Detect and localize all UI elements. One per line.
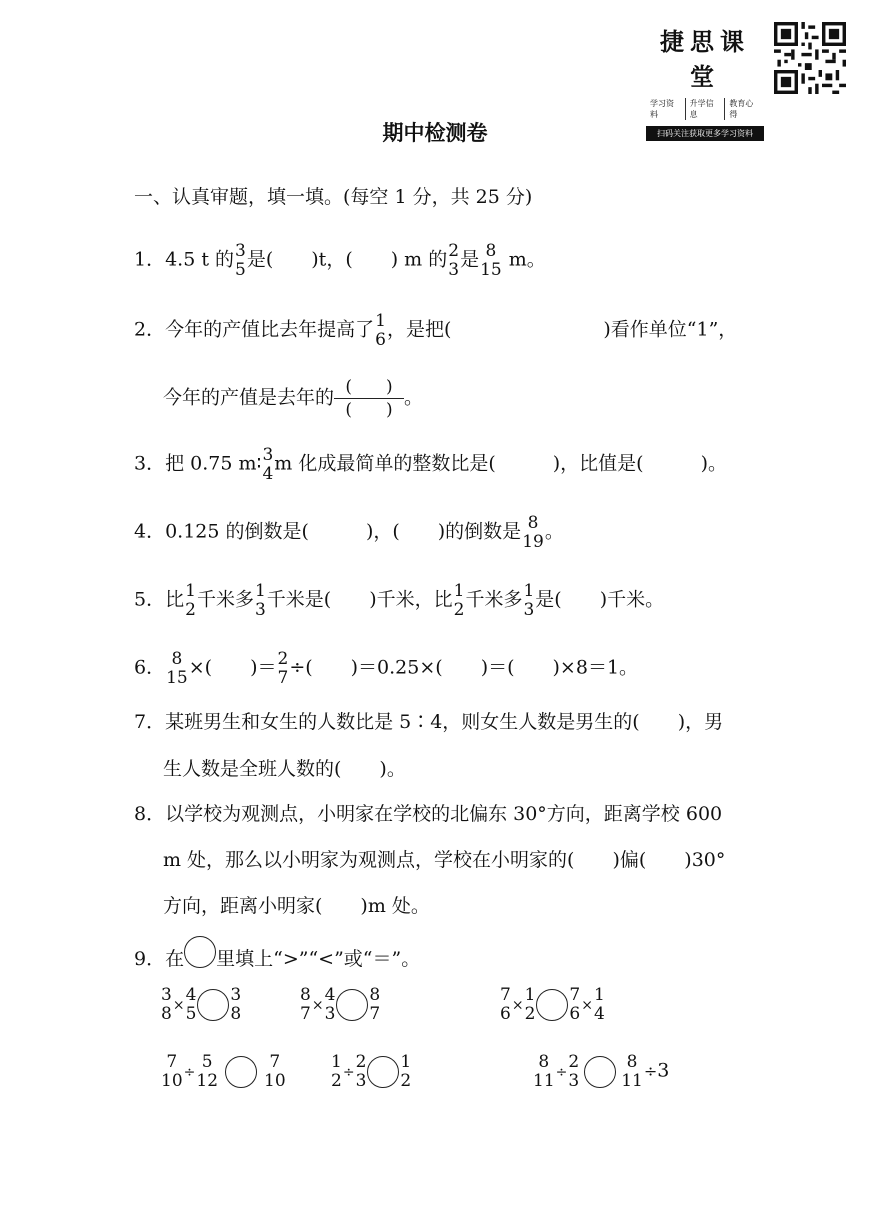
denominator: 10 [161,1071,183,1091]
compare-circle[interactable] [536,989,568,1021]
denominator: 3 [523,600,535,620]
compare-item [532,1053,669,1090]
denominator: 15 [166,668,188,688]
fraction [375,312,386,349]
q1-text-b: 是( )t，( ) m 的 [246,248,448,271]
denominator: 12 [196,1071,219,1091]
numerator: 8 [485,241,497,261]
numerator: 1 [331,1052,342,1072]
denominator: 2 [524,1004,536,1024]
numerator: 1 [375,311,386,331]
q4-text-a: 0.125 的倒数是( )，( )的倒数是 [165,520,522,543]
operator: ÷ [555,1064,568,1081]
numerator: 1 [453,581,465,601]
operator: ÷ [643,1061,658,1081]
fraction [533,1053,555,1090]
compare-circle[interactable] [367,1056,399,1088]
fraction [277,650,288,687]
numerator: 7 [500,985,511,1005]
question-number: 4． [134,520,166,543]
q8-text-a: 以学校为观测点，小明家在学校的北偏东 30°方向，距离学校 600 [165,803,723,825]
numerator: 8 [300,985,311,1005]
denominator: 3 [568,1071,580,1091]
brand-name: 捷思课堂 [660,27,750,91]
fraction [166,650,188,687]
numerator: 8 [171,649,183,669]
numerator: 5 [201,1052,213,1072]
question-8-line-2: m 处，那么以小明家为观测点，学校在小明家的( )偏( )30° [163,849,726,871]
q3-text-b: m 化成最简单的整数比是( )，比值是( )。 [274,452,727,475]
question-number: 9． [134,948,166,970]
numerator: 4 [324,985,336,1005]
fraction [369,986,380,1023]
fraction [300,986,311,1023]
numerator: 7 [166,1052,178,1072]
q3-text-a: 把 0.75 m∶ [165,452,262,475]
compare-item [160,1053,287,1090]
fraction [325,986,336,1023]
blank-numerator[interactable]: ( ) [345,377,393,397]
fraction [262,446,273,483]
numerator: 1 [254,581,266,601]
question-5 [134,582,664,619]
numerator: 8 [527,513,539,533]
q4-text-b: 。 [544,520,564,543]
question-number: 6． [134,656,166,679]
q1-text-a: 4.5 t 的 [165,248,235,271]
compare-circle[interactable] [225,1056,257,1088]
question-4 [134,514,564,551]
denominator: 15 [480,260,502,280]
fraction [331,1053,342,1090]
denominator: 19 [522,532,544,552]
numerator: 7 [269,1052,281,1072]
q2-text-a: 今年的产值比去年提高了 [165,318,375,341]
numerator: 1 [523,581,535,601]
numerator: 2 [568,1052,580,1072]
operator: × [172,997,185,1014]
integer-operand: 3 [657,1059,670,1082]
numerator: 1 [593,985,605,1005]
denominator: 7 [277,668,289,688]
operator: × [311,997,324,1014]
q1-text-d: m。 [502,248,546,271]
denominator: 3 [448,260,460,280]
numerator: 2 [355,1052,367,1072]
compare-item [299,986,381,1023]
numerator: 4 [185,985,197,1005]
compare-item [499,986,606,1023]
denominator: 7 [369,1004,381,1024]
fraction [161,986,172,1023]
numerator: 2 [448,241,460,261]
question-number: 2． [134,318,166,341]
fraction [621,1053,643,1090]
numerator: 8 [626,1052,638,1072]
numerator: 8 [369,985,381,1005]
numerator: 1 [185,581,196,601]
numerator: 7 [569,985,581,1005]
fraction [356,1053,367,1090]
brand-tag: 升学信息 [686,98,726,120]
fraction [522,514,544,551]
question-number: 8． [134,803,166,825]
question-number: 5． [134,588,166,611]
denominator: 5 [235,260,246,280]
question-number: 7． [134,711,166,733]
page-title: 期中检测卷 [382,121,488,145]
fraction [594,986,605,1023]
fraction [525,986,536,1023]
question-3 [134,446,727,483]
question-8 [134,802,722,826]
q7-text-a: 某班男生和女生的人数比是 5∶4，则女生人数是男生的( )，男 [165,711,724,733]
compare-circle[interactable] [336,989,368,1021]
numerator: 3 [235,241,246,261]
fraction [454,582,465,619]
fraction [500,986,511,1023]
fraction [186,986,197,1023]
denominator: 8 [230,1004,242,1024]
denominator: 6 [375,330,386,350]
numerator: 1 [400,1052,412,1072]
numerator: 2 [277,649,289,669]
denominator: 3 [324,1004,336,1024]
denominator: 11 [621,1071,643,1091]
numerator: 1 [524,985,536,1005]
operator: × [581,997,593,1014]
q2-text-c: 今年的产值是去年的 [163,386,335,409]
numerator: 3 [262,445,274,465]
denominator: 5 [185,1004,197,1024]
q5-text-c: 千米是( )千米，比 [266,588,453,611]
compare-item [160,986,242,1023]
numerator: 3 [161,985,172,1005]
fraction [230,986,241,1023]
denominator: 10 [264,1071,286,1091]
question-7 [134,710,723,734]
fraction [196,1053,218,1090]
denominator: 8 [161,1004,172,1024]
q1-text-c: 是 [460,248,480,271]
fraction [568,1053,579,1090]
denominator: 7 [300,1004,311,1024]
q5-text-a: 比 [165,588,185,611]
denominator: 2 [453,600,465,620]
brand-tag: 教育心得 [729,99,754,119]
numerator: 3 [230,985,242,1005]
q5-text-e: 是( )千米。 [535,588,665,611]
q2-text-d: 。 [404,386,424,409]
denominator: 3 [355,1071,367,1091]
fraction [523,582,534,619]
question-number: 1． [134,248,166,271]
denominator: 3 [254,600,266,620]
q2-text-b: ，是把( )看作单位“1”， [386,318,738,341]
fraction [400,1053,411,1090]
compare-circle[interactable] [197,989,229,1021]
qr-code-icon[interactable] [774,22,846,94]
compare-item [330,1053,412,1090]
question-7-line-2: 生人数是全班人数的( )。 [163,758,406,780]
section-heading: 一、认真审题，填一填。(每空 1 分，共 25 分) [134,186,533,208]
operator: ÷ [183,1064,196,1081]
denominator: 4 [593,1004,605,1024]
question-2 [134,312,737,349]
fraction [161,1053,183,1090]
answer-fraction-blank[interactable] [334,376,404,421]
q6-text-a: ×( )＝ [188,656,277,679]
denominator: 4 [262,464,274,484]
question-9 [134,944,420,976]
question-6 [134,650,638,687]
fraction [480,242,502,279]
fraction [255,582,266,619]
fraction [264,1053,286,1090]
question-2-line-2 [163,376,423,421]
compare-circle-sample [184,936,216,968]
numerator: 8 [538,1052,550,1072]
operator: × [511,997,524,1014]
q6-text-b: ÷( )＝0.25×( )＝( )×8＝1。 [289,656,639,679]
blank-denominator[interactable]: ( ) [345,400,393,420]
fraction [448,242,459,279]
q5-text-b: 千米多 [196,588,254,611]
denominator: 6 [500,1004,511,1024]
denominator: 6 [569,1004,581,1024]
brand-tag: 学习资料 [646,98,686,120]
fraction [569,986,580,1023]
denominator: 2 [400,1071,412,1091]
q5-text-d: 千米多 [465,588,523,611]
denominator: 2 [185,600,196,620]
question-number: 3． [134,452,166,475]
brand-bar: 扫码关注获取更多学习资料 [646,126,764,141]
fraction [185,582,196,619]
q9-text-b: 里填上“>”“<”或“＝”。 [216,948,421,970]
denominator: 2 [331,1071,342,1091]
question-8-line-3: 方向，距离小明家( )m 处。 [163,895,430,917]
operator: ÷ [342,1064,355,1081]
fraction [235,242,246,279]
compare-circle[interactable] [584,1056,616,1088]
q9-text-a: 在 [165,948,185,970]
question-1 [134,242,546,279]
denominator: 11 [533,1071,555,1091]
